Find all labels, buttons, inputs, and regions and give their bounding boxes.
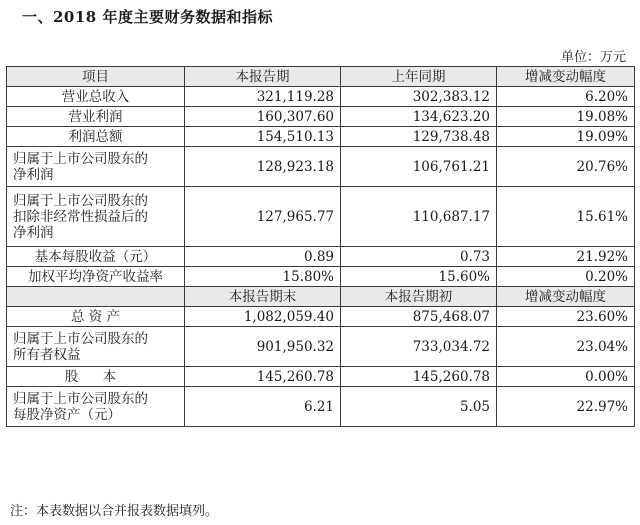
cell-current: 1,082,059.40 — [185, 307, 341, 327]
subheader-blank — [7, 287, 185, 307]
row-label: 营业总收入 — [7, 87, 185, 107]
row-label-line: 净利润 — [13, 166, 54, 183]
row-label-line: 归属于上市公司股东的 — [13, 192, 148, 209]
cell-current: 145,260.78 — [185, 367, 341, 387]
cell-change: 0.20% — [497, 267, 635, 287]
row-label: 基本每股收益（元） — [7, 247, 185, 267]
cell-change: 23.60% — [497, 307, 635, 327]
row-label: 股 本 — [7, 367, 185, 387]
header-current-period: 本报告期 — [185, 67, 341, 87]
row-label-line: 归属于上市公司股东的 — [13, 150, 148, 167]
header-change: 增减变动幅度 — [497, 67, 635, 87]
cell-change: 23.04% — [497, 327, 635, 367]
cell-current: 160,307.60 — [185, 107, 341, 127]
cell-current: 127,965.77 — [185, 187, 341, 247]
cell-previous: 875,468.07 — [341, 307, 497, 327]
cell-current: 0.89 — [185, 247, 341, 267]
cell-previous: 134,623.20 — [341, 107, 497, 127]
row-label-line: 净利润 — [13, 224, 54, 241]
cell-previous: 110,687.17 — [341, 187, 497, 247]
row-label — [7, 387, 185, 427]
cell-change: 20.76% — [497, 147, 635, 187]
financial-data-table — [6, 66, 635, 427]
table-footnote: 注：本表数据以合并报表数据填列。 — [10, 504, 219, 519]
cell-previous: 145,260.78 — [341, 367, 497, 387]
row-label: 总 资 产 — [7, 307, 185, 327]
row-label — [7, 187, 185, 247]
cell-previous: 15.60% — [341, 267, 497, 287]
row-label-line: 所有者权益 — [13, 346, 81, 363]
cell-previous: 129,738.48 — [341, 127, 497, 147]
table-row — [7, 87, 635, 107]
header-item: 项目 — [7, 67, 185, 87]
cell-current: 15.80% — [185, 267, 341, 287]
cell-change: 6.20% — [497, 87, 635, 107]
table-header-row — [7, 67, 635, 87]
cell-change: 19.08% — [497, 107, 635, 127]
table-row — [7, 187, 635, 247]
header-change-2: 增减变动幅度 — [497, 287, 635, 307]
table-row — [7, 267, 635, 287]
table-row — [7, 327, 635, 367]
cell-previous: 0.73 — [341, 247, 497, 267]
header-period-start: 本报告期初 — [341, 287, 497, 307]
cell-previous: 106,761.21 — [341, 147, 497, 187]
section-title: 一、2018 年度主要财务数据和指标 — [22, 8, 273, 26]
cell-current: 154,510.13 — [185, 127, 341, 147]
unit-label: 单位：万元 — [560, 50, 626, 65]
cell-change: 21.92% — [497, 247, 635, 267]
cell-previous: 5.05 — [341, 387, 497, 427]
row-label — [7, 147, 185, 187]
cell-current: 128,923.18 — [185, 147, 341, 187]
header-period-end: 本报告期末 — [185, 287, 341, 307]
header-previous-period: 上年同期 — [341, 67, 497, 87]
cell-current: 321,119.28 — [185, 87, 341, 107]
row-label-line: 扣除非经常性损益后的 — [13, 208, 148, 225]
table-row — [7, 367, 635, 387]
cell-previous: 302,383.12 — [341, 87, 497, 107]
table-row — [7, 107, 635, 127]
row-label: 加权平均净资产收益率 — [7, 267, 185, 287]
table-subheader-row — [7, 287, 635, 307]
row-label: 营业利润 — [7, 107, 185, 127]
row-label-line: 归属于上市公司股东的 — [13, 330, 148, 347]
table-row — [7, 307, 635, 327]
cell-previous: 733,034.72 — [341, 327, 497, 367]
table-row — [7, 127, 635, 147]
row-label — [7, 327, 185, 367]
cell-change: 22.97% — [497, 387, 635, 427]
table-row — [7, 247, 635, 267]
cell-change: 15.61% — [497, 187, 635, 247]
cell-change: 0.00% — [497, 367, 635, 387]
row-label-line: 归属于上市公司股东的 — [13, 390, 148, 407]
table-row — [7, 147, 635, 187]
row-label: 利润总额 — [7, 127, 185, 147]
cell-change: 19.09% — [497, 127, 635, 147]
table-row — [7, 387, 635, 427]
cell-current: 6.21 — [185, 387, 341, 427]
cell-current: 901,950.32 — [185, 327, 341, 367]
row-label-line: 每股净资产（元） — [13, 406, 121, 423]
